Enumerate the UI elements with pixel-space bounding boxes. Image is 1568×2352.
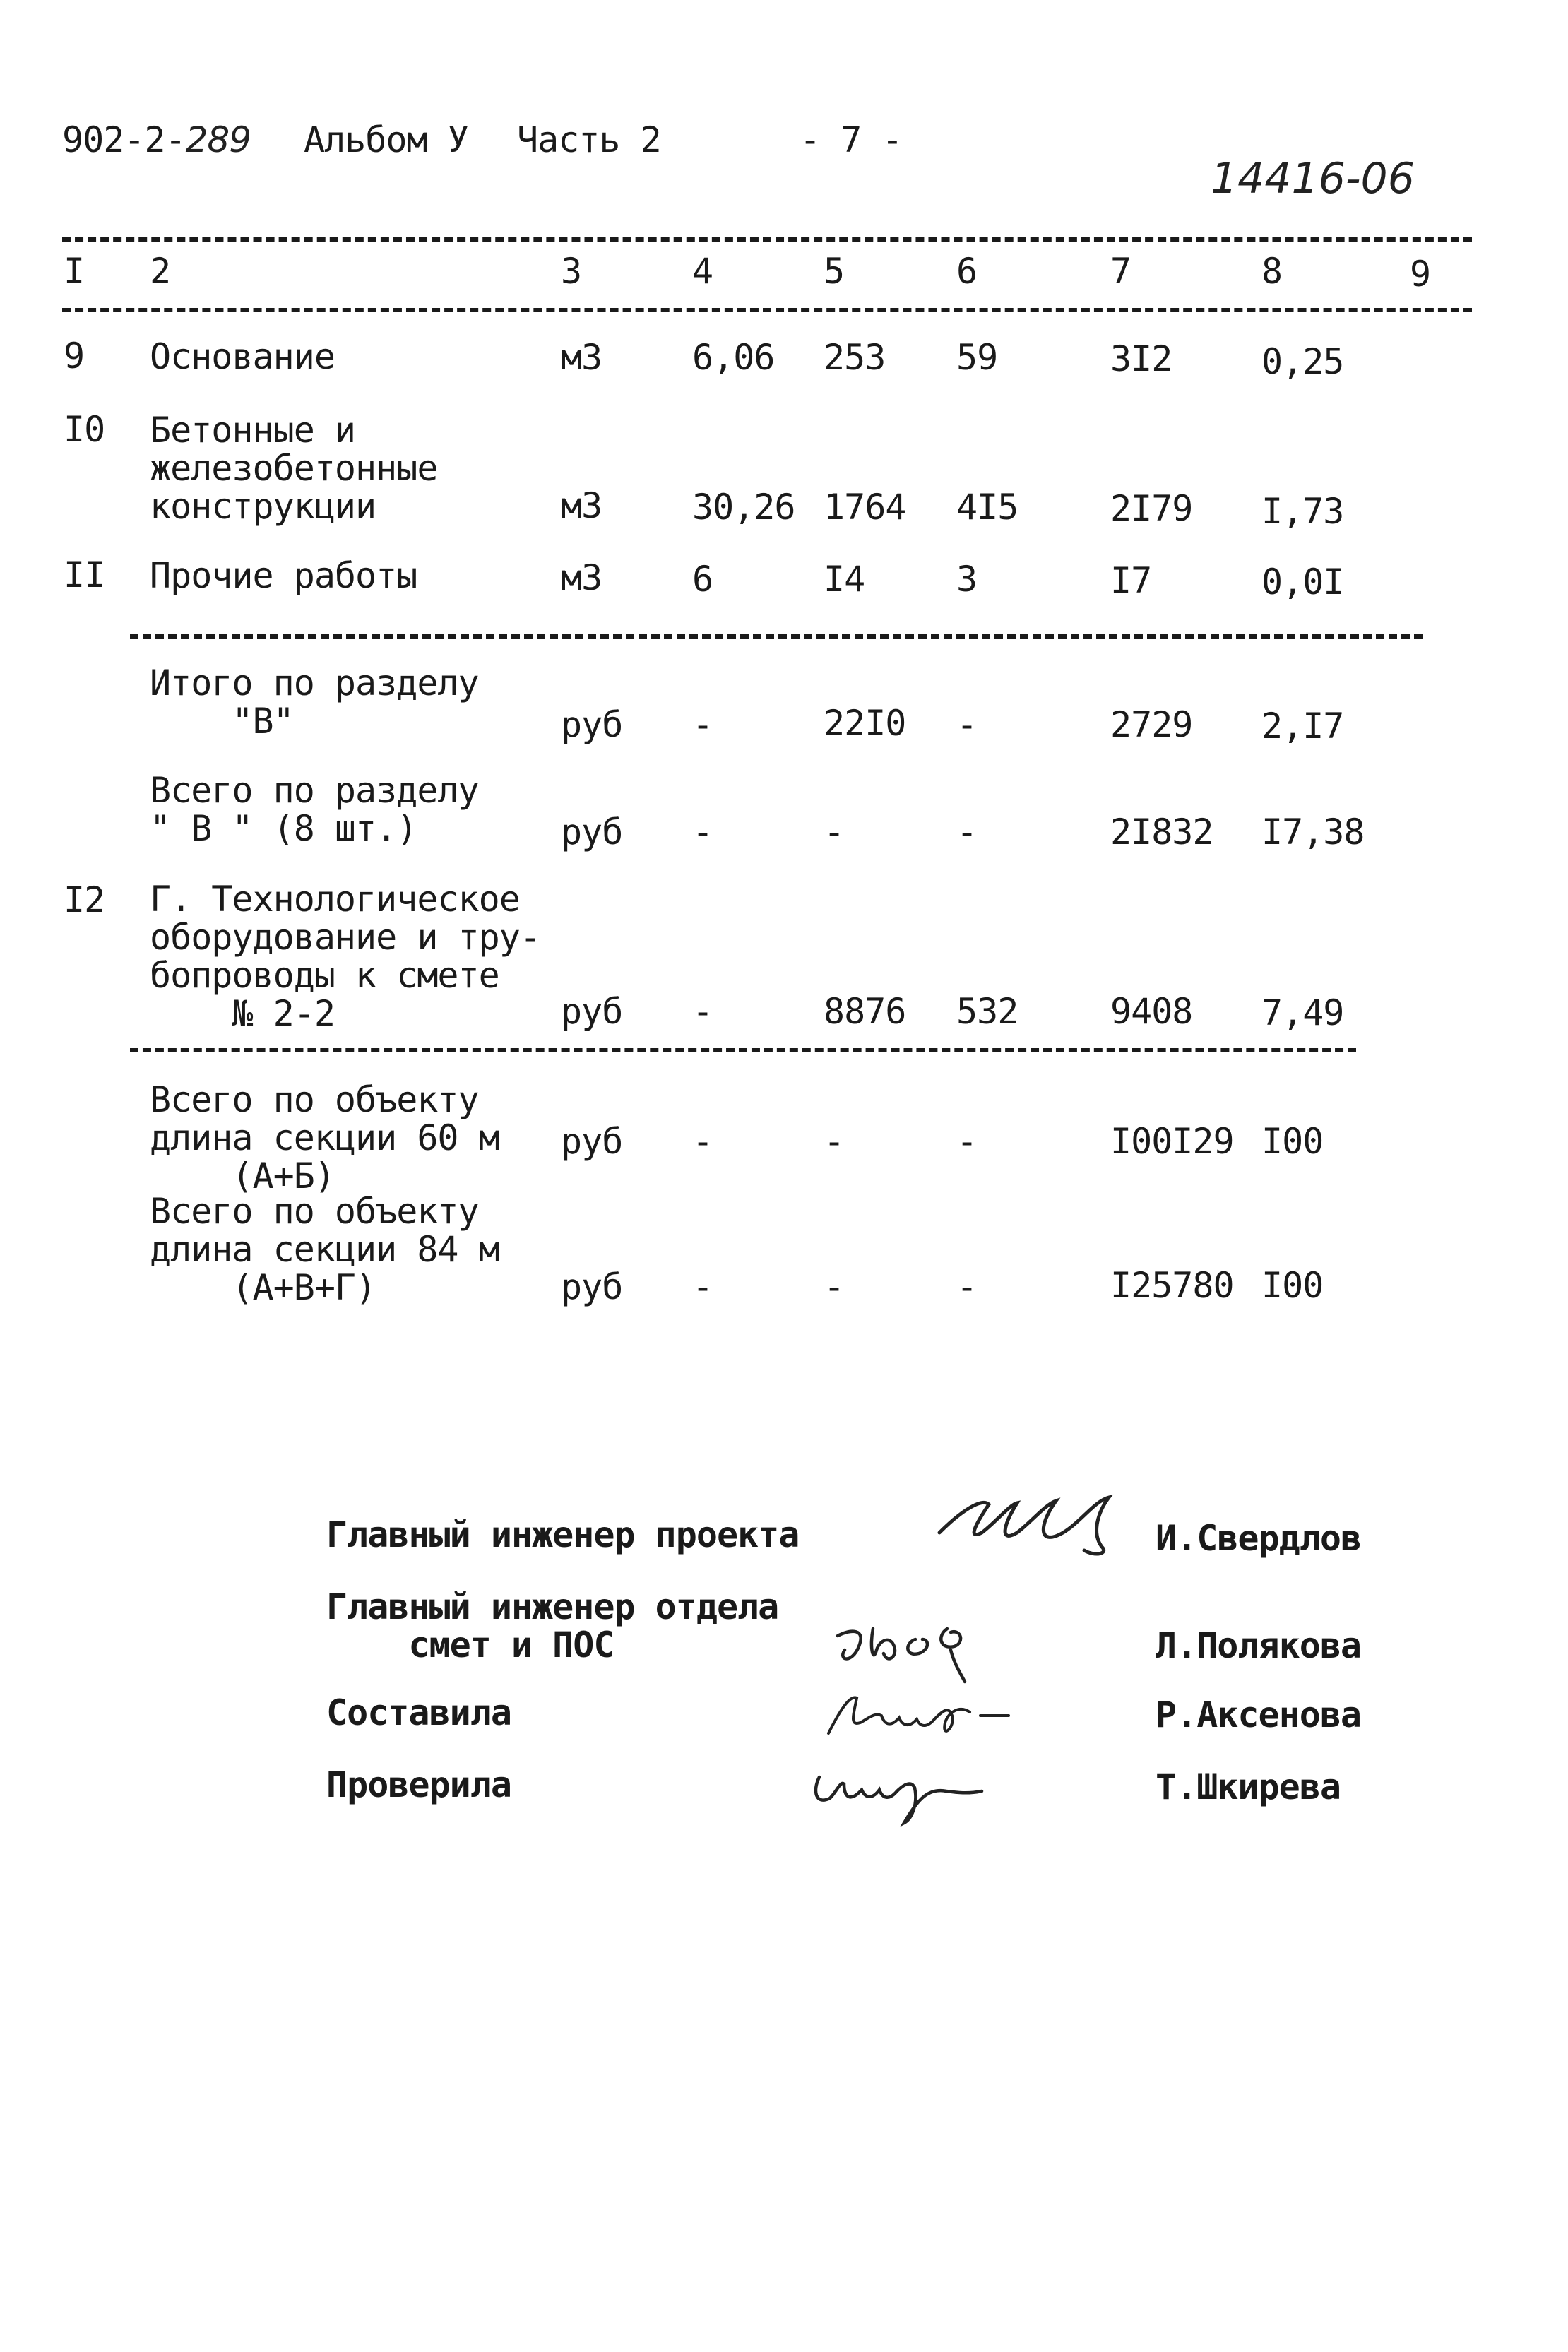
signature-scribble-icon: [824, 1608, 1007, 1685]
row-col7: I00I29: [1110, 1121, 1234, 1162]
col-num-1: I: [64, 251, 85, 292]
row-col7: 9408: [1110, 991, 1193, 1032]
row-name: Г. Технологическое оборудование и тру- бопроводы к смете № 2-2: [150, 879, 540, 1034]
col-num-9: 9: [1410, 254, 1431, 295]
row-unit: руб: [561, 704, 623, 745]
row-col6: 532: [956, 991, 1018, 1032]
row-unit: руб: [561, 991, 623, 1032]
signature-role: Главный инженер проекта: [326, 1514, 800, 1555]
row-name: Бетонные и железобетонные конструкции: [150, 410, 438, 527]
row-col4: -: [692, 1266, 713, 1307]
row-col5: 22I0: [824, 703, 906, 744]
row-col8: I00: [1261, 1265, 1324, 1306]
row-col7: 2I79: [1110, 488, 1193, 529]
signatory-name: И.Свердлов: [1156, 1518, 1362, 1559]
row-col8: 7,49: [1261, 992, 1344, 1033]
row-col5: 253: [824, 337, 886, 378]
row-col4: -: [692, 704, 713, 745]
row-col4: 30,26: [692, 487, 795, 528]
row-col4: 6: [692, 559, 713, 600]
col-num-2: 2: [150, 251, 171, 292]
col-num-4: 4: [692, 251, 713, 292]
totals-rule: [130, 1048, 1356, 1052]
doc-code: [62, 120, 251, 160]
row-col6: 3: [956, 559, 978, 600]
row-name: Всего по объекту длина секции 84 м (А+В+Г): [150, 1191, 499, 1308]
row-col4: -: [692, 991, 713, 1032]
row-col4: -: [692, 812, 713, 853]
row-col6: -: [956, 1266, 978, 1307]
part-label: Часть 2: [517, 119, 661, 160]
row-col5: I4: [824, 559, 865, 600]
signature-scribble-icon: [805, 1749, 989, 1827]
row-col7: 3I2: [1110, 338, 1172, 379]
signature-role: Проверила: [326, 1764, 511, 1805]
row-col8: I7,38: [1261, 812, 1365, 853]
row-col5: 8876: [824, 991, 906, 1032]
row-name: Всего по разделу " В " (8 шт.): [150, 770, 479, 849]
page-number: - 7 -: [800, 119, 903, 160]
col-num-8: 8: [1261, 251, 1283, 292]
row-col8: 0,0I: [1261, 562, 1344, 602]
row-col5: 1764: [824, 487, 906, 528]
row-col6: 59: [956, 337, 998, 378]
row-col8: 0,25: [1261, 341, 1344, 382]
row-unit: руб: [561, 1121, 623, 1162]
col-num-6: 6: [956, 251, 978, 292]
row-col8: I,73: [1261, 491, 1344, 532]
row-name: Прочие работы: [150, 555, 417, 596]
row-number: I2: [64, 879, 105, 920]
row-name: Основание: [150, 336, 335, 377]
row-col8: 2,I7: [1261, 706, 1344, 747]
signature-scribble-icon: [932, 1483, 1123, 1561]
row-unit: руб: [561, 1266, 623, 1307]
row-col5: -: [824, 1121, 845, 1162]
row-number: II: [64, 554, 105, 595]
col-num-3: 3: [561, 251, 582, 292]
header-bottom-rule: [62, 308, 1472, 312]
row-number: 9: [64, 335, 85, 376]
row-col7: 2I832: [1110, 812, 1213, 853]
row-col4: -: [692, 1121, 713, 1162]
section-rule: [130, 634, 1423, 639]
row-col4: 6,06: [692, 337, 775, 378]
signature-role: Составила: [326, 1692, 511, 1733]
signature-role: Главный инженер отдела смет и ПОС: [326, 1586, 779, 1665]
signatory-name: Р.Аксенова: [1156, 1694, 1362, 1735]
row-col5: -: [824, 812, 845, 853]
row-number: I0: [64, 409, 105, 450]
row-unit: м3: [561, 557, 602, 598]
doc-code-printed: 902-2-: [62, 119, 186, 160]
col-num-5: 5: [824, 251, 845, 292]
signatory-name: Т.Шкирева: [1156, 1766, 1341, 1807]
signature-scribble-icon: [818, 1684, 1016, 1747]
signatory-name: Л.Полякова: [1156, 1625, 1362, 1666]
row-col7: I7: [1110, 560, 1152, 601]
table-top-rule: [62, 237, 1472, 242]
row-col6: -: [956, 812, 978, 853]
row-name: Всего по объекту длина секции 60 м (А+Б): [150, 1079, 499, 1196]
row-col7: 2729: [1110, 704, 1193, 745]
archive-number: 14416-06: [1211, 154, 1415, 203]
col-num-7: 7: [1110, 251, 1132, 292]
doc-code-handwritten: 289: [185, 119, 251, 160]
row-unit: м3: [561, 485, 602, 526]
row-col6: -: [956, 704, 978, 745]
row-col6: 4I5: [956, 487, 1018, 528]
row-col8: I00: [1261, 1121, 1324, 1162]
row-col7: I25780: [1110, 1265, 1234, 1306]
row-unit: м3: [561, 337, 602, 378]
row-name: Итого по разделу "В": [150, 663, 479, 742]
row-unit: руб: [561, 812, 623, 853]
row-col5: -: [824, 1266, 845, 1307]
row-col6: -: [956, 1121, 978, 1162]
album-label: Альбом У: [304, 119, 468, 160]
